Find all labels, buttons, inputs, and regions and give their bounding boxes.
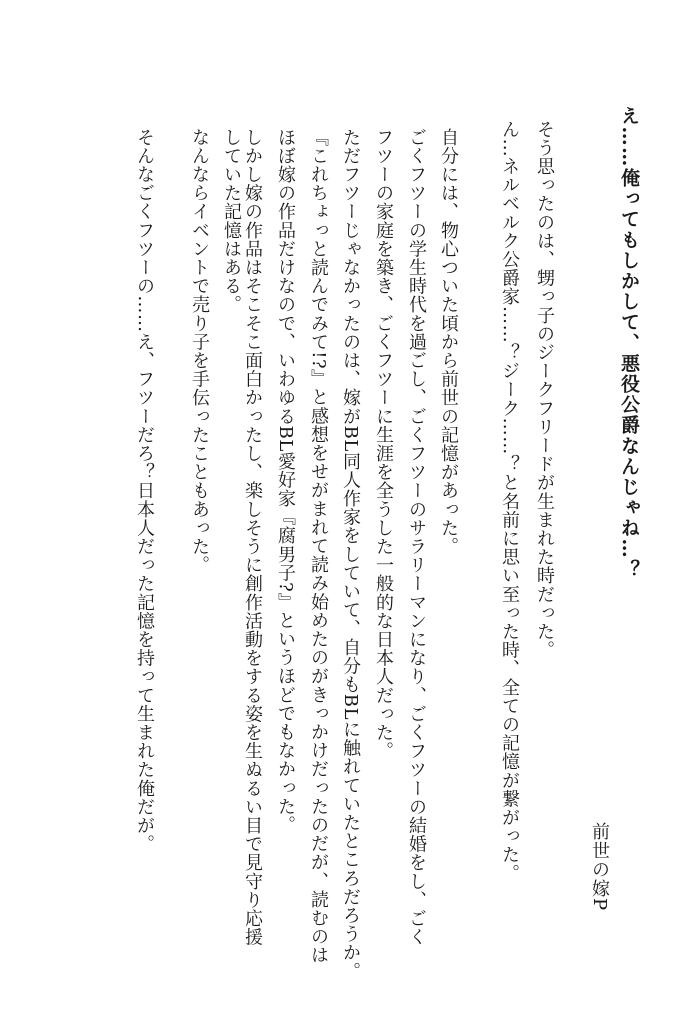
text-line-5: フツーの家庭を築き、ごくフツーに生涯を全うした一般的な日本人だった。 [373, 128, 394, 761]
text-line-8: ほぼ嫁の作品だけなので、いわゆるBL愛好家『腐男子?』というほどでもなかった。 [275, 128, 296, 835]
text-line-10: していた記憶はある。 [221, 128, 242, 314]
text-line-3: 自分には、物心ついた頃から前世の記憶があった。 [438, 128, 459, 556]
text-line-4: ごくフツーの学生時代を過ごし、ごくフツーのサラリーマンになり、ごくフツーの結婚をし、ごく [406, 128, 427, 947]
text-line-2: ん…ネルベルク公爵家……？ジーク……？と名前に思い至った時、全ての記憶が繋がった。 [499, 120, 520, 883]
text-line-9: しかし嫁の作品はそこそこ面白かったし、楽しそうに創作活動をする姿を生ぬるい目で見守り応援 [242, 128, 263, 947]
text-line-6: ただフツーじゃなかったのは、嫁がBL同人作家をしていて、自分もBLに触れていたところだろうか。 [340, 128, 361, 981]
text-line-11: なんならイベントで売り子を手伝ったこともあった。 [189, 128, 210, 575]
chapter-title: え……俺ってもしかして、悪役公爵なんじゃね…？ [618, 106, 640, 580]
text-line-12: そんなごくフツーの……え、フツーだろ？日本人だった記憶を持って生まれた俺だが。 [134, 128, 155, 854]
author-credit: 前世の嫁P [589, 822, 610, 912]
text-line-1: そう思ったのは、甥っ子のジークフリードが生まれた時だった。 [534, 120, 555, 660]
text-line-7: 『これちょっと読んでみて!?』と感想をせがまれて読み始めたのがきっかけだったのだが、読むのは [308, 128, 329, 965]
